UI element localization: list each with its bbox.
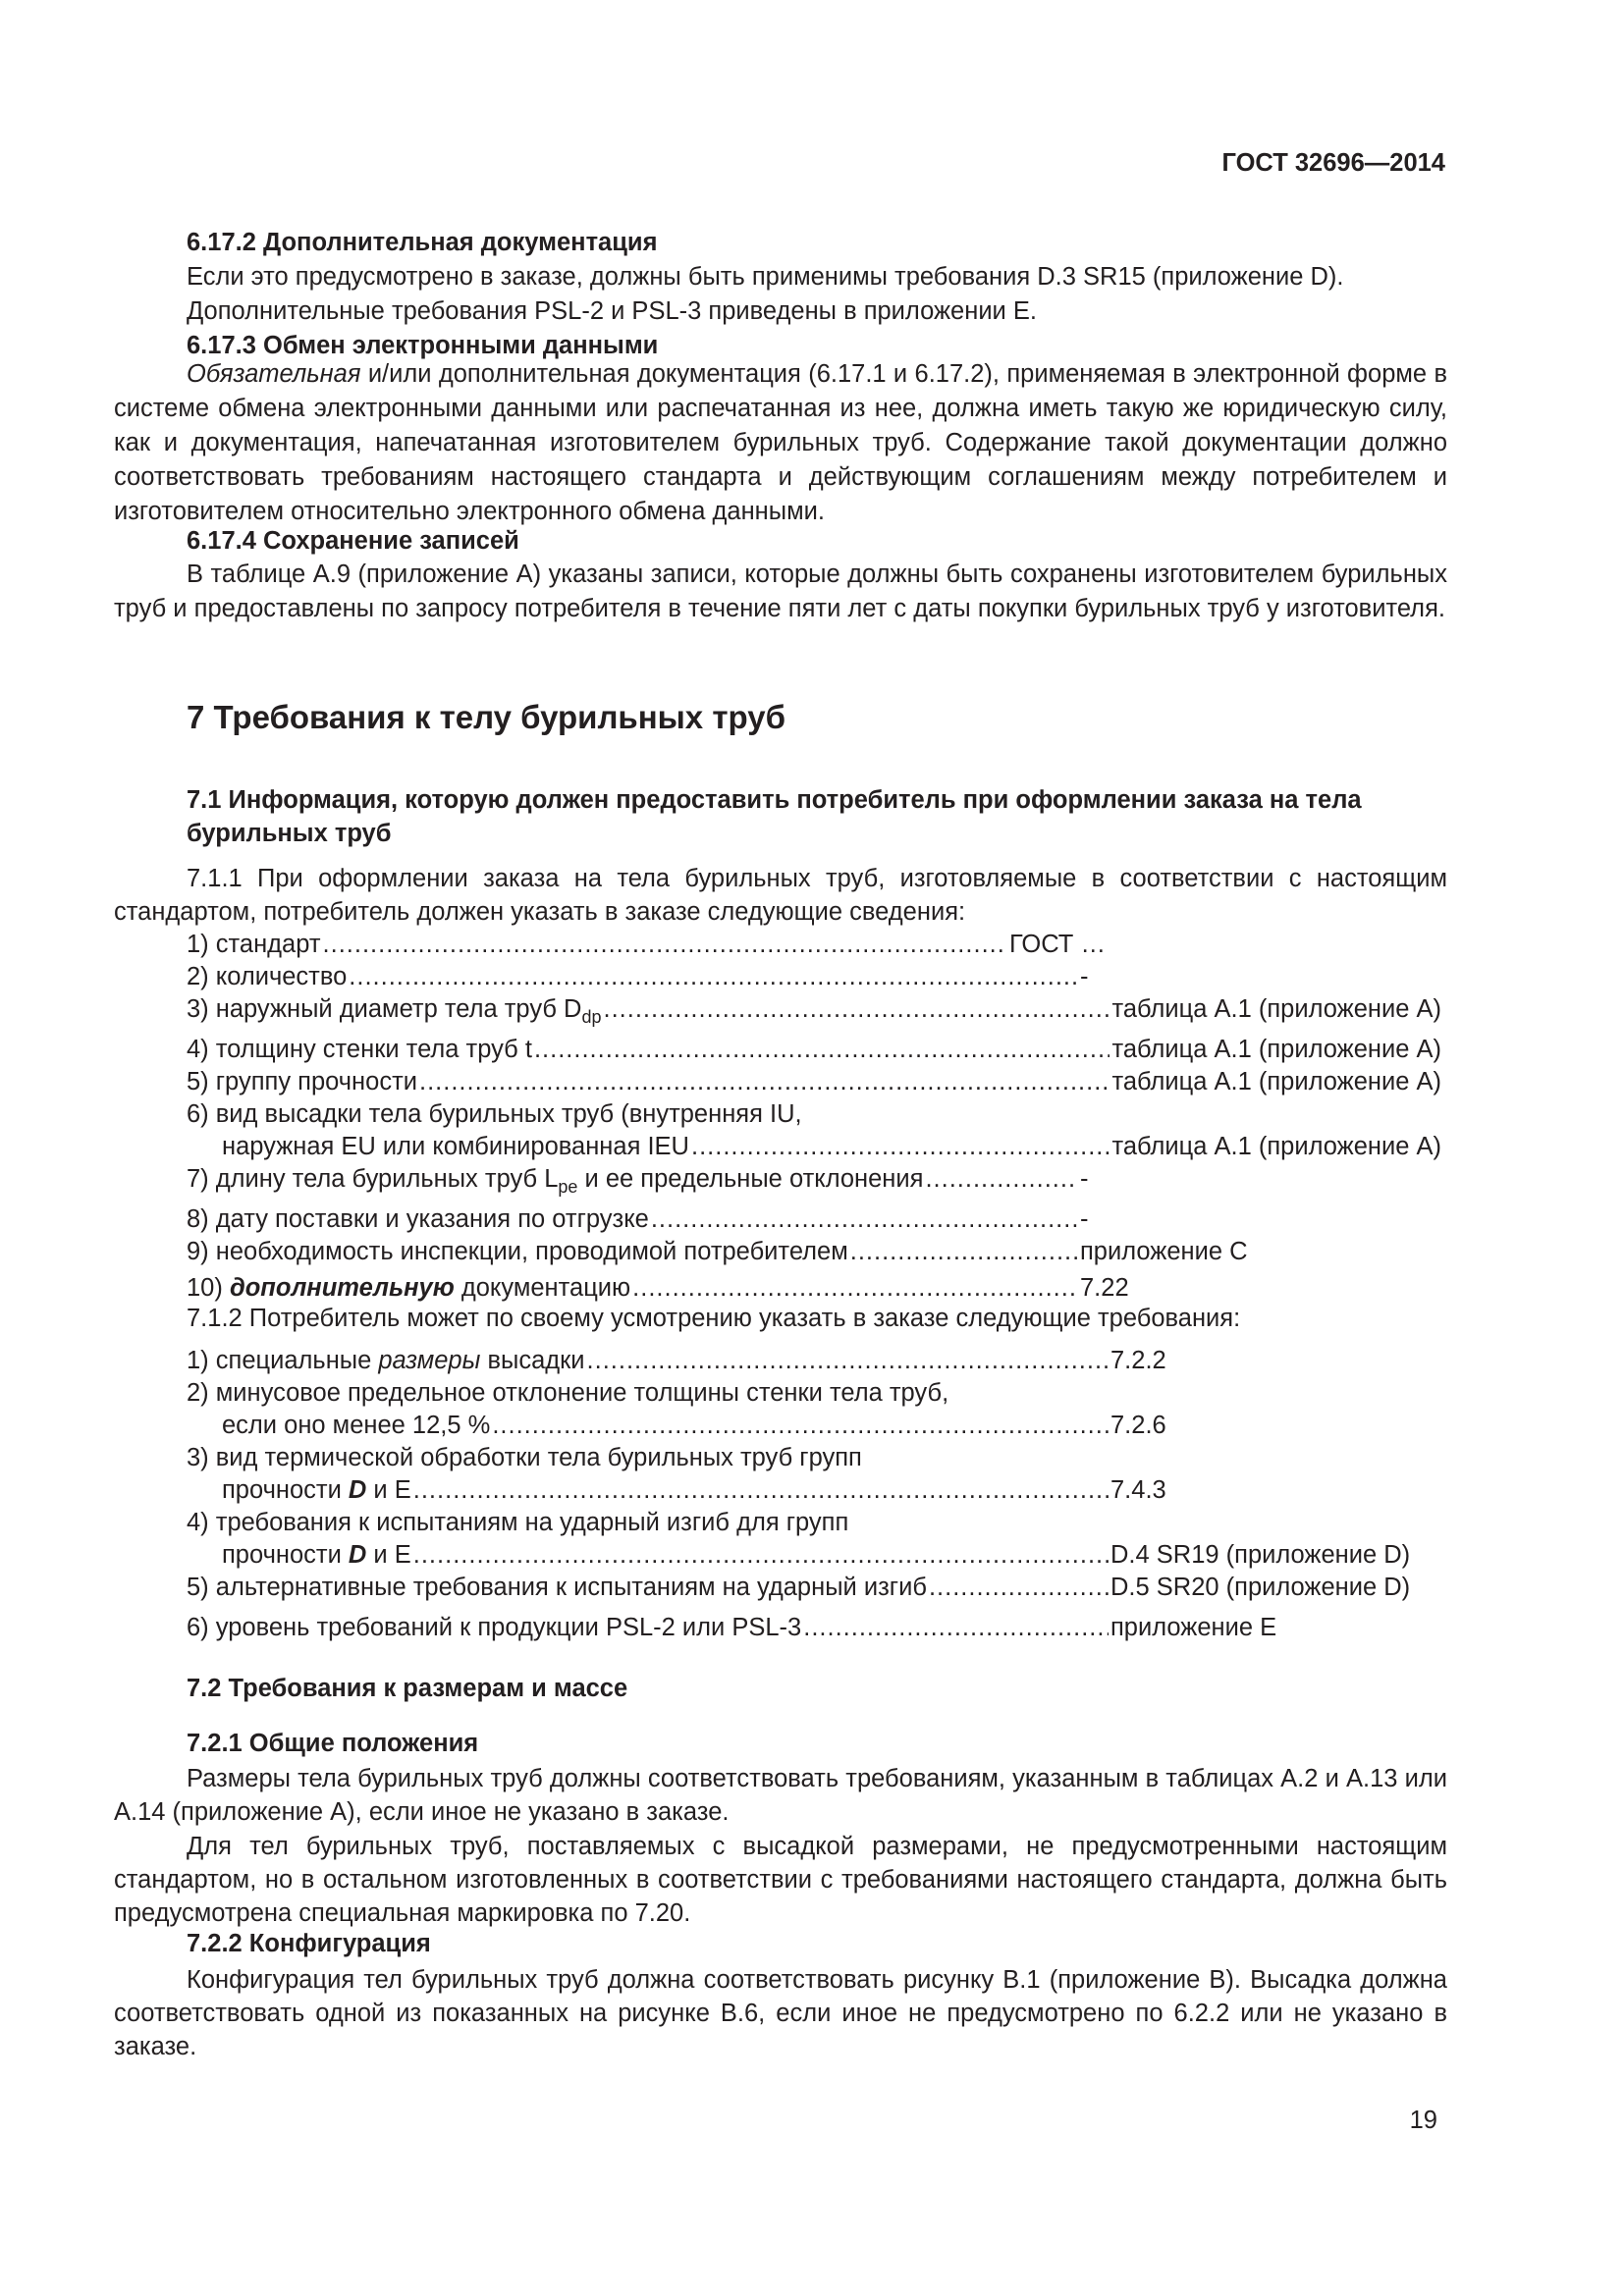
order-info-list [187, 929, 1441, 1305]
list-item: 1) специальные размеры высадки ..... 7.2.2 [187, 1345, 1441, 1377]
list-item: 1) стандарт ..... ГОСТ … [187, 929, 1265, 961]
section-6-17-4 [183, 524, 1447, 559]
heading-7-2-2: 7.2.2 Конфигурация [187, 1930, 431, 1957]
list-item: 3) наружный диаметр тела труб $D_{dp}$ ..... таблица А.1 (приложение А) [187, 993, 1441, 1034]
list-item-continuation: если оно менее 12,5 % ..... 7.2.6 [187, 1410, 1441, 1442]
list-item-continuation: прочности D и E ..... D.4 SR19 (приложение D) [187, 1539, 1441, 1572]
list-item: 2) количество ..... - [187, 961, 1441, 993]
paragraph-7-2-1-1: Размеры тела бурильных труб должны соответствовать требованиям, указанным в таблицах А.2 и А.13 или А.14 (приложение А), если иное не указано в заказе. [114, 1765, 1447, 1826]
list-item-continuation: прочности D и E ..... 7.4.3 [187, 1474, 1441, 1507]
list-item: 9) необходимость инспекции, проводимой потребителем ..... приложение С [187, 1236, 1441, 1268]
heading-7-2-1: 7.2.1 Общие положения [187, 1730, 479, 1757]
paragraph-6-17-3-text: и/или дополнительная документация (6.17.1 и 6.17.2), применяемая в электронной форме в системе обмена электронными данными или распечатанная из нее, должна иметь такую же юридическую силу, как и документация, напечатанная изготовителем бурильных труб. Содержание такой документации должно соответствовать требованиям настоящего стандарта и действующим соглашениям между потребителем и изготовителем относительно электронного обмена данными. [114, 360, 1447, 525]
heading-7: 7 Требования к телу бурильных труб [187, 699, 785, 735]
list-item: 7) длину тела бурильных труб $L_{pe}$ и ее предельные отклонения ..... - [187, 1163, 1441, 1203]
list-item: 6) вид высадки тела бурильных труб (внутренняя IU, [187, 1100, 802, 1129]
obligatory-word: Обязательная [187, 360, 361, 388]
paragraph-6-17-3 [114, 357, 1447, 529]
paragraph-6-17-2-2: Дополнительные требования PSL-2 и PSL-3 приведены в приложении E. [187, 297, 1037, 325]
heading-7-2: 7.2 Требования к размерам и массе [187, 1675, 628, 1702]
list-item: 4) толщину стенки тела труб t ..... таблица А.1 (приложение А) [187, 1034, 1441, 1066]
list-item: 4) требования к испытаниям на ударный изгиб для групп [187, 1509, 849, 1536]
heading-6-17-2: 6.17.2 Дополнительная документация [187, 229, 658, 256]
list-item: 5) альтернативные требования к испытаниям на ударный изгиб ..... D.5 SR20 (приложение D) [187, 1572, 1441, 1604]
list-item: 5) группу прочности ..... таблица А.1 (приложение А) [187, 1066, 1441, 1098]
heading-6-17-4: 6.17.4 Сохранение записей [187, 527, 519, 555]
list-item: 2) минусовое предельное отклонение толщины стенки тела труб, [187, 1379, 949, 1407]
paragraph-7-2-1-2: Для тел бурильных труб, поставляемых с высадкой размерами, не предусмотренными настоящим стандартом, но в остальном изготовленных в соответствии с требованиями настоящего стандарта, должна быть предусмотрена специальная маркировка по 7.20. [114, 1833, 1447, 1927]
section-6-17-2 [183, 226, 1447, 363]
paragraph-7-2-2: Конфигурация тел бурильных труб должна соответствовать рисунку В.1 (приложение В). Высадка должна соответствовать одной из показанных на рисунке В.6, если иное не предусмотрено по 6.2.2 или не указано в заказе. [114, 1966, 1447, 2060]
list-item: 3) вид термической обработки тела бурильных труб групп [187, 1444, 862, 1471]
list-item: 6) уровень требований к продукции PSL-2 или PSL-3 ..... приложение E [187, 1612, 1441, 1644]
heading-7-1: 7.1 Информация, которую должен предоставить потребитель при оформлении заказа на тела бурильных труб [187, 786, 1362, 847]
optional-requirements-list [187, 1345, 1441, 1644]
list-item: 8) дату поставки и указания по отгрузке ..... - [187, 1203, 1441, 1236]
paragraph-6-17-2-1: Если это предусмотрено в заказе, должны быть применимы требования D.3 SR15 (приложение D). [187, 263, 1344, 291]
paragraph-7-1-2: 7.1.2 Потребитель может по своему усмотрению указать в заказе следующие требования: [187, 1305, 1241, 1332]
list-item: 10) дополнительную документацию ..... 7.22 [187, 1272, 1441, 1305]
paragraph-7-1-1: 7.1.1 При оформлении заказа на тела бурильных труб, изготовляемые в соответствии с настоящим стандартом, потребитель должен указать в заказе следующие сведения: [114, 865, 1447, 926]
paragraph-6-17-4: В таблице А.9 (приложение А) указаны записи, которые должны быть сохранены изготовителем бурильных труб и предоставлены по запросу потребителя в течение пяти лет с даты покупки бурильных труб у изготовителя. [114, 561, 1447, 622]
list-item-continuation: наружная EU или комбинированная IEU ..... таблица А.1 (приложение А) [187, 1131, 1441, 1163]
document-id: ГОСТ 32696—2014 [1221, 149, 1445, 177]
page-number: 19 [1409, 2107, 1437, 2134]
heading-6-17-3: 6.17.3 Обмен электронными данными [187, 332, 659, 359]
